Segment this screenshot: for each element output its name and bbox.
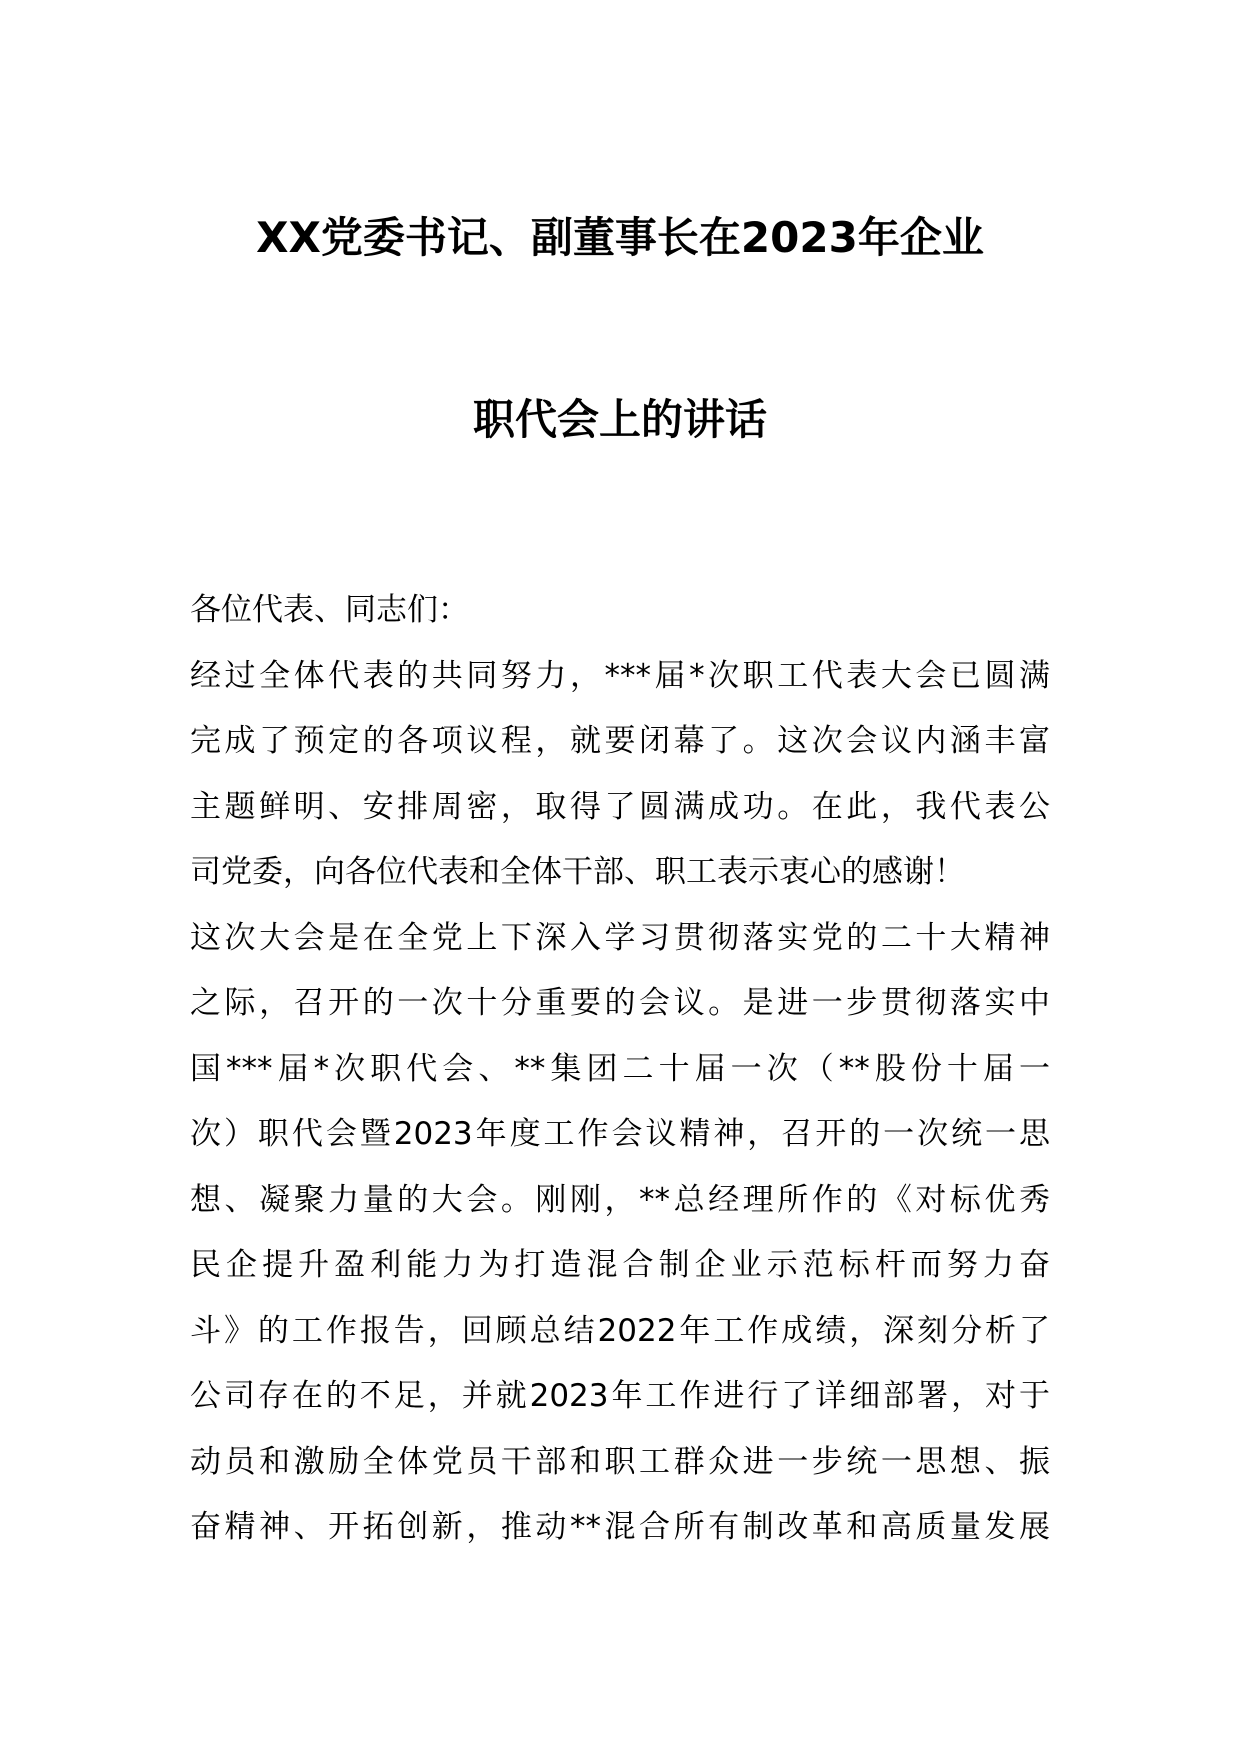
body-line: 公司存在的不足，并就2023年工作进行了详细部署，对于 — [190, 1378, 1050, 1414]
body-line: 斗》的工作报告，回顾总结2022年工作成绩，深刻分析了 — [190, 1312, 1050, 1349]
document-body — [190, 578, 1050, 1561]
body-line: 这次大会是在全党上下深入学习贯彻落实党的二十大精神 — [190, 919, 1050, 956]
document-title-line-2: 职代会上的讲话 — [472, 395, 767, 444]
body-line: 奋精神、开拓创新，推动**混合所有制改革和高质量发展 — [190, 1509, 1050, 1545]
body-line: 之际，召开的一次十分重要的会议。是进一步贯彻落实中 — [190, 985, 1050, 1021]
body-line: 想、凝聚力量的大会。刚刚，**总经理所作的《对标优秀 — [190, 1181, 1050, 1218]
body-line: 民企提升盈利能力为打造混合制企业示范标杆而努力奋 — [190, 1247, 1050, 1283]
body-line: 司党委，向各位代表和全体干部、职工表示衷心的感谢！ — [190, 854, 965, 890]
body-line: 完成了预定的各项议程，就要闭幕了。这次会议内涵丰富 — [190, 723, 1050, 759]
body-line: 经过全体代表的共同努力，***届*次职工代表大会已圆满 — [190, 657, 1050, 694]
body-line: 主题鲜明、安排周密，取得了圆满成功。在此，我代表公 — [190, 788, 1050, 825]
body-line: 次）职代会暨2023年度工作会议精神，召开的一次统一思 — [190, 1116, 1050, 1152]
body-line: 国***届*次职代会、**集团二十届一次（**股份十届一 — [190, 1050, 1050, 1087]
body-line: 动员和激励全体党员干部和职工群众进一步统一思想、振 — [190, 1443, 1050, 1480]
salutation: 各位代表、同志们： — [190, 592, 469, 628]
document-title-line-1: XX党委书记、副董事长在2023年企业 — [256, 213, 984, 262]
